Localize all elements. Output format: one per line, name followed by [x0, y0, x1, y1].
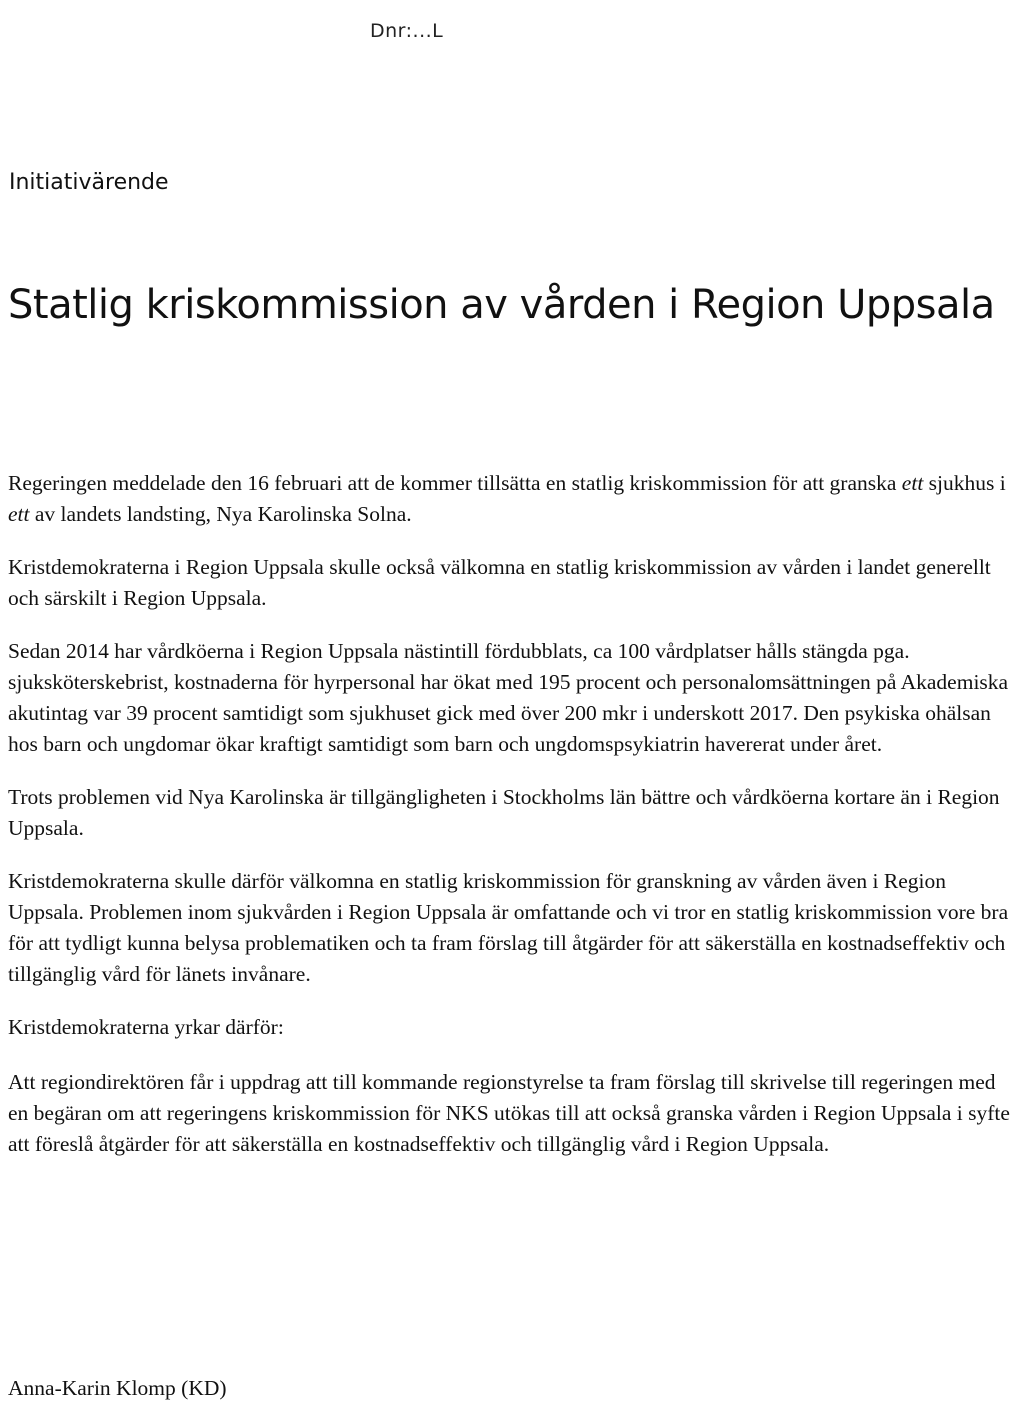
paragraph-intro-emphasis-2: ett: [8, 502, 30, 526]
paragraph-intro-text-1: Regeringen meddelade den 16 februari att de kommer tillsätta en statlig kriskommission för att granska: [8, 471, 902, 495]
paragraph-intro-text-3: av landets landsting, Nya Karolinska Solna.: [29, 502, 412, 526]
signature: Anna-Karin Klomp (KD): [8, 1376, 227, 1400]
document-type-label: Initiativärende: [9, 170, 169, 195]
paragraph-kd-welcome: Kristdemokraterna i Region Uppsala skulle också välkomna en statlig kriskommission av vården i landet generellt och särskilt i Region Uppsala.: [8, 555, 991, 610]
paragraph-motivation: Kristdemokraterna skulle därför välkomna en statlig kriskommission för granskning av vården även i Region Uppsala. Problemen inom sjukvården i Region Uppsala är omfattande och vi tror en statlig kriskommission vore bra för att tydligt kunna belysa problematiken och ta fram förslag till åtgärder för att säkerställa en kostnadseffektiv och tillgänglig vård för länets invånare.: [8, 869, 1009, 986]
paragraph-intro-emphasis-1: ett: [901, 471, 924, 495]
registration-number: Dnr:...L: [370, 20, 444, 42]
paragraph-intro-text-2: sjukhus i: [923, 471, 1006, 495]
paragraph-statistics: Sedan 2014 har vårdköerna i Region Uppsala nästintill fördubblats, ca 100 vårdplatser hålls stängda pga. sjuksköterskebrist, kostnaderna för hyrpersonal har ökat med 195 procent och personalomsättningen på Akademiska akutintag var 39 procent samtidigt som sjukhuset gick med över 200 mkr i underskott 2017. Den psykiska ohälsan hos barn och ungdomar ökar kraftigt samtidigt som barn och ungdomspsykiatrin havererat under året.: [8, 639, 1009, 756]
document-title: Statlig kriskommission av vården i Region Uppsala: [8, 282, 995, 328]
paragraph-comparison: Trots problemen vid Nya Karolinska är tillgängligheten i Stockholms län bättre och vårdköerna kortare än i Region Uppsala.: [8, 785, 1000, 840]
document-body: [8, 468, 1018, 1182]
paragraph-motion-intro: Kristdemokraterna yrkar därför:: [8, 1015, 284, 1039]
paragraph-intro: [8, 468, 1018, 530]
paragraph-motion: Att regiondirektören får i uppdrag att till kommande regionstyrelse ta fram förslag till skrivelse till regeringen med en begäran om att regeringens kriskommission för NKS utökas till att också granska vården i Region Uppsala i syfte att föreslå åtgärder för att säkerställa en kostnadseffektiv och tillgänglig vård i Region Uppsala.: [8, 1070, 1010, 1156]
